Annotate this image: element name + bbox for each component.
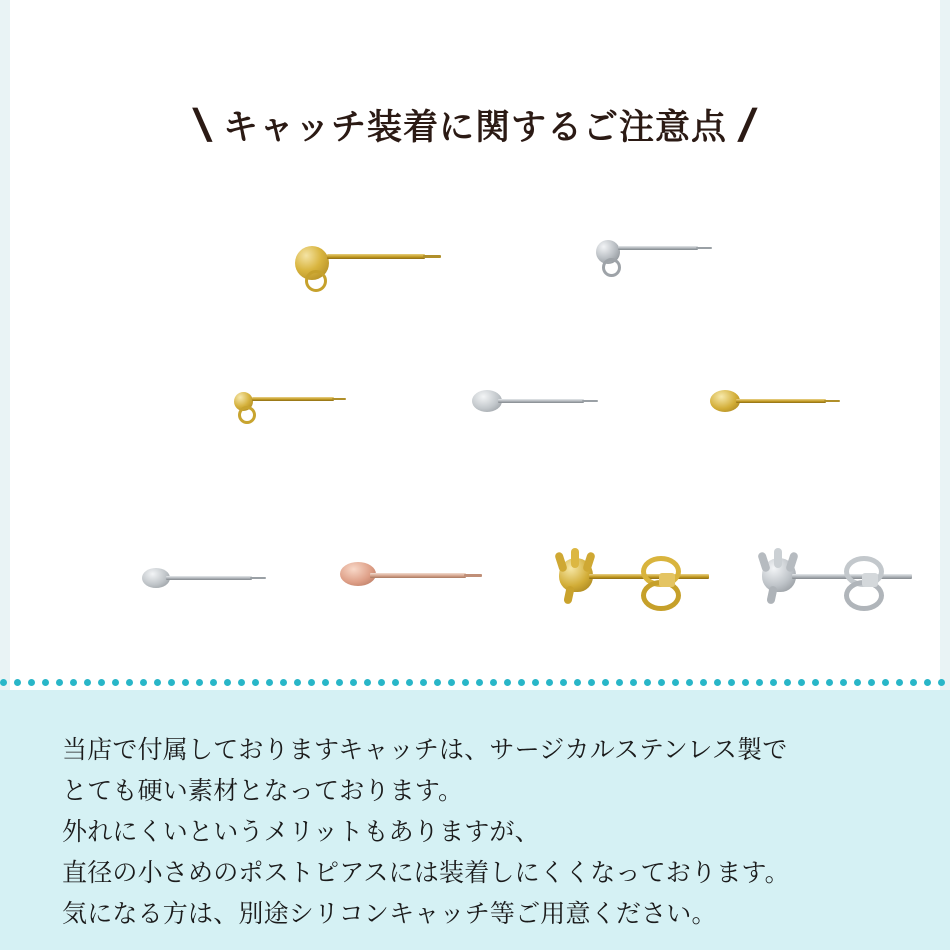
divider-dot (602, 679, 609, 686)
divider-dot (812, 679, 819, 686)
divider-dot (882, 679, 889, 686)
prong-claw-icon (774, 548, 782, 568)
divider-dot (630, 679, 637, 686)
post-pin (252, 397, 334, 401)
post-pin (166, 576, 252, 580)
divider-dot (112, 679, 119, 686)
dotted-divider (0, 678, 950, 686)
gold-flat-pad-post (710, 390, 860, 434)
divider-dot (98, 679, 105, 686)
divider-dot (168, 679, 175, 686)
divider-dot (938, 679, 945, 686)
post-tip (582, 400, 598, 402)
divider-dot (518, 679, 525, 686)
silver-prong-post-with-catch (758, 548, 933, 620)
title-slash-left-icon: \ (189, 99, 216, 151)
divider-dot (448, 679, 455, 686)
note-panel (0, 690, 950, 950)
divider-dot (770, 679, 777, 686)
divider-dot (252, 679, 259, 686)
divider-dot (336, 679, 343, 686)
divider-dot (182, 679, 189, 686)
divider-dot (700, 679, 707, 686)
note-line: 当店で付属しておりますキャッチは、サージカルステンレス製で (62, 736, 788, 764)
divider-dot (420, 679, 427, 686)
divider-dot (658, 679, 665, 686)
divider-dot (896, 679, 903, 686)
post-tip (250, 577, 266, 579)
catch-back (639, 556, 685, 602)
title-text: キャッチ装着に関するご注意点 (222, 108, 727, 147)
open-loop-icon (238, 406, 256, 424)
divider-dot (434, 679, 441, 686)
divider-dot (154, 679, 161, 686)
prong-claw-icon (571, 548, 579, 568)
divider-dot (294, 679, 301, 686)
divider-dot (756, 679, 763, 686)
divider-dot (196, 679, 203, 686)
gold-prong-post-with-catch (555, 548, 730, 620)
title-slash-right-icon: / (734, 99, 761, 151)
divider-dot (14, 679, 21, 686)
divider-dot (266, 679, 273, 686)
note-line: とても硬い素材となっております。 (62, 777, 464, 805)
divider-dot (840, 679, 847, 686)
divider-dot (84, 679, 91, 686)
divider-dot (616, 679, 623, 686)
divider-dot (546, 679, 553, 686)
divider-dot (42, 679, 49, 686)
divider-dot (826, 679, 833, 686)
divider-dot (532, 679, 539, 686)
divider-dot (784, 679, 791, 686)
silver-ball-post-earring (588, 238, 718, 288)
gold-ball-post-earring (285, 240, 445, 300)
page-title (0, 100, 950, 150)
silver-flat-pad-post (472, 390, 610, 434)
silver-flat-pad-post-small (142, 568, 282, 612)
divider-dot (574, 679, 581, 686)
divider-dot (140, 679, 147, 686)
note-line: 外れにくいというメリットもありますが、 (62, 818, 540, 846)
divider-dot (742, 679, 749, 686)
divider-dot (224, 679, 231, 686)
post-pin (327, 254, 425, 259)
product-photo (10, 190, 940, 670)
post-pin (498, 399, 584, 403)
divider-dot (322, 679, 329, 686)
divider-dot (238, 679, 245, 686)
divider-dot (868, 679, 875, 686)
divider-dot (0, 679, 7, 686)
divider-dot (476, 679, 483, 686)
open-loop-icon (602, 258, 621, 277)
divider-dot (210, 679, 217, 686)
prong-claw-icon (785, 551, 799, 572)
divider-dot (924, 679, 931, 686)
catch-body-icon (659, 573, 675, 587)
gold-small-ball-post-earring (228, 388, 358, 436)
post-pin (618, 246, 698, 250)
divider-dot (644, 679, 651, 686)
divider-dot (672, 679, 679, 686)
divider-dot (728, 679, 735, 686)
divider-dot (126, 679, 133, 686)
post-tip (696, 247, 712, 249)
divider-dot (588, 679, 595, 686)
divider-dot (462, 679, 469, 686)
divider-dot (686, 679, 693, 686)
divider-dot (490, 679, 497, 686)
divider-dot (798, 679, 805, 686)
divider-dot (560, 679, 567, 686)
open-loop-icon (305, 270, 327, 292)
divider-dot (504, 679, 511, 686)
note-line: 気になる方は、別途シリコンキャッチ等ご用意ください。 (62, 900, 717, 928)
post-tip (332, 398, 346, 400)
post-tip (423, 255, 441, 258)
catch-back (842, 556, 888, 602)
divider-dot (56, 679, 63, 686)
note-line: 直径の小さめのポストピアスには装着しにくくなっております。 (62, 859, 790, 887)
divider-dot (910, 679, 917, 686)
post-pin (736, 399, 826, 403)
divider-dot (280, 679, 287, 686)
divider-dot (308, 679, 315, 686)
divider-dot (350, 679, 357, 686)
divider-dot (392, 679, 399, 686)
divider-dot (70, 679, 77, 686)
post-tip (824, 400, 840, 402)
pinkgold-flat-pad-post (340, 562, 500, 610)
divider-dot (378, 679, 385, 686)
post-pin (370, 573, 466, 578)
divider-dot (406, 679, 413, 686)
prong-claw-icon (582, 551, 596, 572)
post-tip (464, 574, 482, 577)
divider-dot (714, 679, 721, 686)
catch-body-icon (862, 573, 878, 587)
divider-dot (28, 679, 35, 686)
divider-dot (364, 679, 371, 686)
divider-dot (854, 679, 861, 686)
